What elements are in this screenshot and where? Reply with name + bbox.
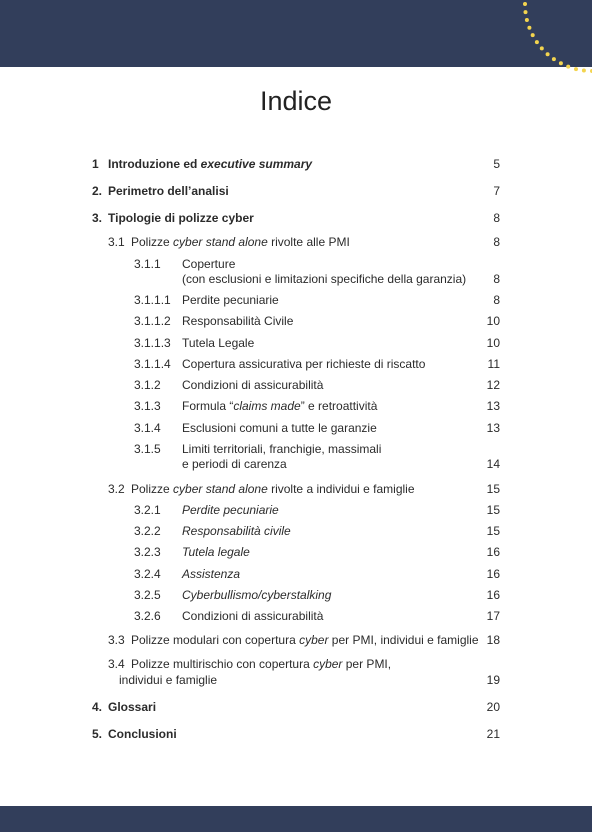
- toc-text: rivolte a individui e famiglie: [267, 482, 415, 496]
- toc-text: Glossari: [108, 700, 157, 714]
- toc-page: 7: [493, 184, 500, 198]
- toc-text: Formula “: [182, 399, 234, 413]
- toc-text-italic: cyber: [313, 657, 343, 671]
- toc-text: rivolte alle PMI: [267, 235, 350, 249]
- toc-text: Perimetro dell’analisi: [108, 184, 229, 198]
- toc-page: 8: [493, 293, 500, 307]
- footer-band: [0, 806, 592, 832]
- toc-page: 8: [493, 235, 500, 249]
- toc-text-italic: cyber stand alone: [173, 482, 268, 496]
- toc-number: 3.1.5: [134, 442, 161, 456]
- toc-text: per PMI, individui e famiglie: [328, 633, 479, 647]
- toc-text-italic: Assistenza: [182, 567, 241, 581]
- toc-number: 3.2.5: [134, 588, 161, 602]
- toc-page: 14: [486, 457, 500, 471]
- toc-number: 3.1.1.4: [134, 357, 171, 371]
- toc-page: 15: [486, 524, 500, 538]
- toc-number: 3.2.6: [134, 609, 161, 623]
- toc-page: 19: [486, 673, 500, 687]
- toc-text: Coperture: [182, 257, 236, 271]
- toc-text: per PMI,: [342, 657, 392, 671]
- toc-number: 2.: [92, 184, 103, 198]
- toc-text-italic: Responsabilità civile: [182, 524, 291, 538]
- toc-page: 10: [486, 336, 500, 350]
- toc-page: 13: [486, 399, 500, 413]
- toc-text: ” e retroattività: [300, 399, 378, 413]
- toc-text: Polizze modulari con copertura: [131, 633, 300, 647]
- toc-text-italic: claims made: [233, 399, 301, 413]
- toc-text: Condizioni di assicurabilità: [182, 609, 324, 623]
- toc-text: Limiti territoriali, franchigie, massimali: [182, 442, 382, 456]
- toc-text: Perdite pecuniarie: [182, 293, 279, 307]
- toc-page: 5: [493, 157, 500, 171]
- toc-page: 18: [486, 633, 500, 647]
- toc-text-italic: cyber stand alone: [173, 235, 268, 249]
- toc-number: 3.1: [108, 235, 125, 249]
- toc-page: 10: [486, 314, 500, 328]
- toc-number: 3.1.1.3: [134, 336, 171, 350]
- toc-number: 3.2: [108, 482, 125, 496]
- toc-page: 8: [493, 272, 500, 286]
- toc-page: 15: [486, 482, 500, 496]
- toc-text: Tutela Legale: [182, 336, 255, 350]
- toc-text-italic: Tutela legale: [182, 545, 250, 559]
- toc-page: 16: [486, 588, 500, 602]
- toc-text-line2: e periodi di carenza: [182, 457, 287, 471]
- toc-page: 15: [486, 503, 500, 517]
- toc-page: 16: [486, 567, 500, 581]
- toc-text: Copertura assicurativa per richieste di riscatto: [182, 357, 426, 371]
- toc-text: Esclusioni comuni a tutte le garanzie: [182, 421, 377, 435]
- toc-number: 1: [92, 157, 99, 171]
- toc-entry-3-1-1[interactable]: [134, 257, 479, 287]
- toc-entry-3-4[interactable]: [108, 657, 483, 687]
- toc-number: 3.: [92, 211, 103, 225]
- toc-page: 13: [486, 421, 500, 435]
- toc-number: 5.: [92, 727, 103, 741]
- page-title: Indice: [259, 86, 333, 116]
- toc-page: 17: [486, 609, 500, 623]
- toc-text-line2: individui e famiglie: [119, 673, 218, 687]
- toc-number: 3.1.2: [134, 378, 161, 392]
- toc-number: 3.1.1: [134, 257, 161, 271]
- toc-text-italic: executive summary: [200, 157, 313, 171]
- toc-number: 3.2.3: [134, 545, 161, 559]
- toc-entry-3-1-5[interactable]: [134, 442, 479, 472]
- toc-text: Responsabilità Civile: [182, 314, 294, 328]
- toc-text-line2: (con esclusioni e limitazioni specifiche della garanzia): [182, 272, 467, 286]
- toc-number: 3.1.1.2: [134, 314, 171, 328]
- toc-number: 3.2.1: [134, 503, 161, 517]
- toc-text: Introduzione ed: [108, 157, 201, 171]
- toc-number: 3.1.4: [134, 421, 161, 435]
- toc-page: 8: [493, 211, 500, 225]
- toc-text: Polizze: [131, 482, 174, 496]
- toc-number: 3.2.2: [134, 524, 161, 538]
- toc-text-italic: cyber: [299, 633, 329, 647]
- toc-number: 3.3: [108, 633, 125, 647]
- toc-page: 11: [487, 357, 500, 371]
- toc-number: 3.4: [108, 657, 125, 671]
- toc-page: 16: [486, 545, 500, 559]
- toc-text: Polizze: [131, 235, 174, 249]
- toc-text: Tipologie di polizze cyber: [108, 211, 254, 225]
- toc-text: Conclusioni: [108, 727, 177, 741]
- toc-text-italic: Perdite pecuniarie: [182, 503, 279, 517]
- toc-text: Condizioni di assicurabilità: [182, 378, 324, 392]
- toc-number: 3.1.1.1: [134, 293, 171, 307]
- toc-number: 4.: [92, 700, 103, 714]
- toc-text: Polizze multirischio con copertura: [131, 657, 314, 671]
- toc-number: 3.1.3: [134, 399, 161, 413]
- toc-page: 20: [486, 700, 500, 714]
- toc-page: 12: [486, 378, 500, 392]
- toc-text-italic: Cyberbullismo/cyberstalking: [182, 588, 332, 602]
- toc-number: 3.2.4: [134, 567, 161, 581]
- toc-page: 21: [486, 727, 500, 741]
